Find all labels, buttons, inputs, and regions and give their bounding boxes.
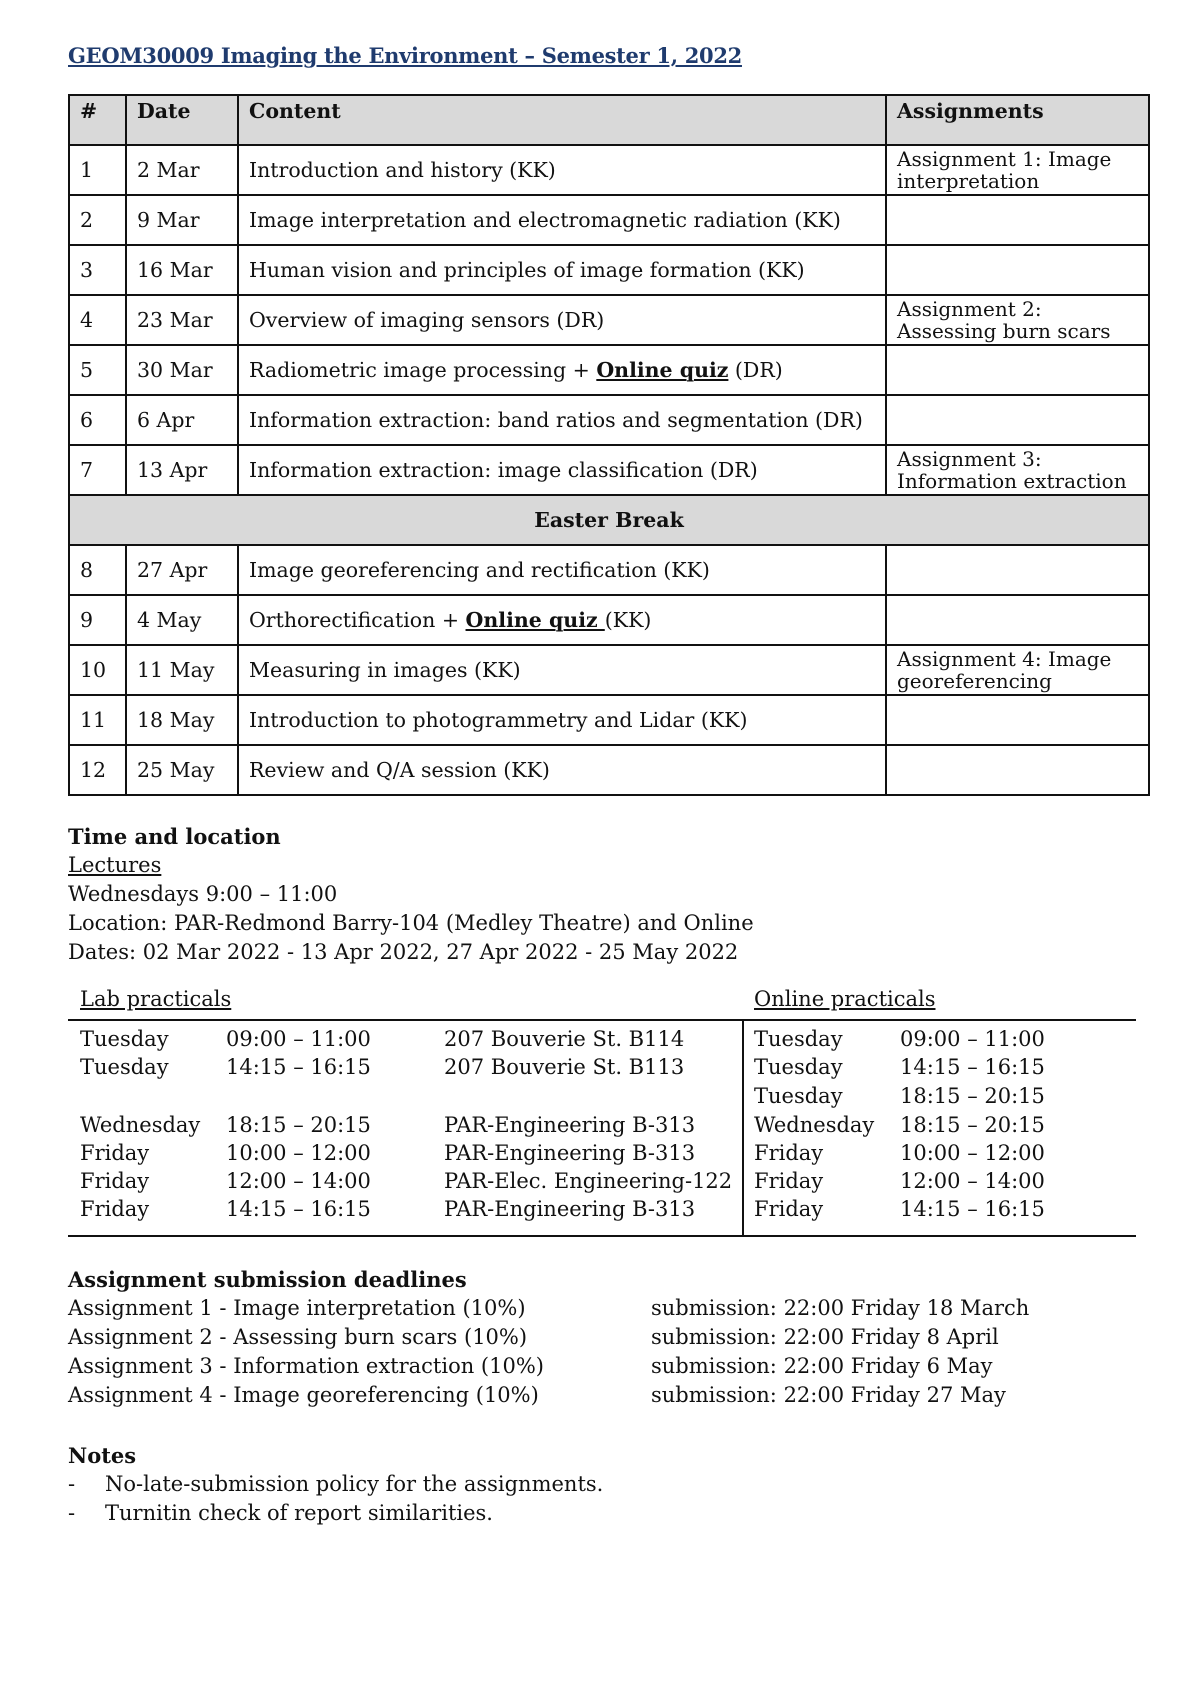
deadline-due: submission: 22:00 Friday 27 May [651, 1383, 1006, 1407]
lab-time: 14:15 – 16:15 [226, 1055, 371, 1079]
header-date: Date [126, 95, 238, 145]
row-content: Image georeferencing and rectification (KK) [238, 545, 886, 595]
online-time: 10:00 – 12:00 [900, 1141, 1045, 1165]
online-day: Friday [754, 1169, 824, 1193]
schedule-header-row [69, 95, 1149, 145]
deadline-row [68, 1352, 1148, 1381]
lab-time: 09:00 – 11:00 [226, 1027, 371, 1051]
note-text: Turnitin check of report similarities. [105, 1501, 493, 1525]
row-content: Measuring in images (KK) [238, 645, 886, 695]
row-date: 23 Mar [126, 295, 238, 345]
lab-time: 10:00 – 12:00 [226, 1141, 371, 1165]
row-content: Image interpretation and electromagnetic radiation (KK) [238, 195, 886, 245]
online-day: Friday [754, 1141, 824, 1165]
notes-heading: Notes [68, 1443, 137, 1468]
note-text: No-late-submission policy for the assignments. [105, 1472, 604, 1496]
row-assignment [886, 245, 1149, 295]
lab-day: Tuesday [80, 1055, 169, 1079]
lab-time: 14:15 – 16:15 [226, 1197, 371, 1221]
row-assignment [886, 195, 1149, 245]
document-page [68, 40, 1148, 1528]
row-assignment: Assignment 3: Information extraction [886, 445, 1149, 495]
lab-time: 12:00 – 14:00 [226, 1169, 371, 1193]
lab-day: Friday [80, 1141, 150, 1165]
header-num: # [69, 95, 126, 145]
content-text: Orthorectification + [249, 607, 466, 632]
table-row [69, 195, 1149, 245]
content-text: (KK) [604, 607, 652, 632]
lecture-location: Location: PAR-Redmond Barry-104 (Medley Theatre) and Online [68, 911, 754, 935]
online-quiz-label: Online quiz [465, 607, 605, 632]
row-date: 18 May [126, 695, 238, 745]
row-num: 12 [69, 745, 126, 795]
row-assignment [886, 545, 1149, 595]
deadlines-section [68, 1265, 1148, 1415]
lab-day: Friday [80, 1197, 150, 1221]
row-date: 6 Apr [126, 395, 238, 445]
note-item [68, 1470, 1148, 1499]
lab-room: 207 Bouverie St. B114 [444, 1027, 685, 1051]
schedule-table [68, 94, 1150, 796]
row-content: Information extraction: image classification (DR) [238, 445, 886, 495]
row-date: 4 May [126, 595, 238, 645]
note-item [68, 1499, 1148, 1528]
row-num: 11 [69, 695, 126, 745]
row-content: Review and Q/A session (KK) [238, 745, 886, 795]
row-num: 8 [69, 545, 126, 595]
content-text: (DR) [728, 357, 783, 382]
notes-section [68, 1441, 1148, 1528]
bullet-dash: - [68, 1501, 76, 1525]
lab-time: 18:15 – 20:15 [226, 1113, 371, 1137]
row-date: 16 Mar [126, 245, 238, 295]
row-date: 30 Mar [126, 345, 238, 395]
row-assignment: Assignment 4: Image georeferencing [886, 645, 1149, 695]
row-date: 25 May [126, 745, 238, 795]
bullet-dash: - [68, 1472, 76, 1496]
deadline-due: submission: 22:00 Friday 8 April [651, 1325, 999, 1349]
header-content: Content [238, 95, 886, 145]
row-date: 9 Mar [126, 195, 238, 245]
online-day: Tuesday [754, 1055, 843, 1079]
online-day: Tuesday [754, 1084, 843, 1108]
lab-room: PAR-Engineering B-313 [444, 1113, 696, 1137]
deadline-name: Assignment 2 - Assessing burn scars (10%) [68, 1325, 528, 1349]
table-row [69, 395, 1149, 445]
row-date: 2 Mar [126, 145, 238, 195]
row-num: 5 [69, 345, 126, 395]
row-date: 13 Apr [126, 445, 238, 495]
content-text: Radiometric image processing + [249, 357, 597, 382]
row-content [238, 595, 886, 645]
row-content [238, 345, 886, 395]
lab-day: Wednesday [80, 1113, 201, 1137]
row-num: 7 [69, 445, 126, 495]
lab-day: Friday [80, 1169, 150, 1193]
divider [68, 1019, 1136, 1021]
lectures-label: Lectures [68, 853, 162, 877]
row-assignment [886, 695, 1149, 745]
lab-room: PAR-Engineering B-313 [444, 1197, 696, 1221]
row-num: 2 [69, 195, 126, 245]
break-row [69, 495, 1149, 545]
row-assignment [886, 745, 1149, 795]
table-row [69, 595, 1149, 645]
row-content: Overview of imaging sensors (DR) [238, 295, 886, 345]
row-date: 27 Apr [126, 545, 238, 595]
deadline-name: Assignment 4 - Image georeferencing (10%) [68, 1383, 539, 1407]
deadline-row [68, 1294, 1148, 1323]
row-assignment [886, 395, 1149, 445]
deadlines-heading: Assignment submission deadlines [68, 1267, 467, 1292]
online-day: Friday [754, 1197, 824, 1221]
table-row [69, 745, 1149, 795]
lab-room: PAR-Engineering B-313 [444, 1141, 696, 1165]
time-location-section [68, 822, 1148, 967]
row-content: Introduction and history (KK) [238, 145, 886, 195]
table-row [69, 295, 1149, 345]
row-num: 1 [69, 145, 126, 195]
row-assignment [886, 595, 1149, 645]
table-row [69, 345, 1149, 395]
row-date: 11 May [126, 645, 238, 695]
easter-break-label: Easter Break [69, 495, 1149, 545]
online-time: 14:15 – 16:15 [900, 1197, 1045, 1221]
table-row [69, 645, 1149, 695]
online-time: 18:15 – 20:15 [900, 1113, 1045, 1137]
deadline-name: Assignment 3 - Information extraction (10%) [68, 1354, 544, 1378]
row-num: 9 [69, 595, 126, 645]
table-row [69, 145, 1149, 195]
table-row [69, 445, 1149, 495]
lab-room: PAR-Elec. Engineering-122 [444, 1169, 733, 1193]
row-content: Human vision and principles of image formation (KK) [238, 245, 886, 295]
practicals-table [68, 985, 1136, 1237]
header-assignments: Assignments [886, 95, 1149, 145]
lab-practicals-heading: Lab practicals [80, 987, 232, 1011]
page-title: GEOM30009 Imaging the Environment – Semester 1, 2022 [68, 43, 742, 68]
lecture-dates: Dates: 02 Mar 2022 - 13 Apr 2022, 27 Apr 2022 - 25 May 2022 [68, 940, 739, 964]
row-num: 10 [69, 645, 126, 695]
online-day: Tuesday [754, 1027, 843, 1051]
online-quiz-label: Online quiz [596, 357, 729, 382]
row-assignment [886, 345, 1149, 395]
deadline-row [68, 1381, 1148, 1410]
online-day: Wednesday [754, 1113, 875, 1137]
lecture-time: Wednesdays 9:00 – 11:00 [68, 882, 338, 906]
deadline-due: submission: 22:00 Friday 18 March [651, 1296, 1030, 1320]
divider [742, 1020, 744, 1236]
online-time: 09:00 – 11:00 [900, 1027, 1045, 1051]
table-row [69, 695, 1149, 745]
row-num: 3 [69, 245, 126, 295]
time-location-heading: Time and location [68, 824, 281, 849]
deadline-row [68, 1323, 1148, 1352]
lab-day: Tuesday [80, 1027, 169, 1051]
deadline-due: submission: 22:00 Friday 6 May [651, 1354, 993, 1378]
row-assignment: Assignment 1: Image interpretation [886, 145, 1149, 195]
table-row [69, 245, 1149, 295]
row-content: Information extraction: band ratios and segmentation (DR) [238, 395, 886, 445]
row-num: 6 [69, 395, 126, 445]
deadline-name: Assignment 1 - Image interpretation (10%) [68, 1296, 526, 1320]
divider [68, 1235, 1136, 1237]
table-row [69, 545, 1149, 595]
row-content: Introduction to photogrammetry and Lidar (KK) [238, 695, 886, 745]
lab-room: 207 Bouverie St. B113 [444, 1055, 685, 1079]
row-assignment: Assignment 2: Assessing burn scars [886, 295, 1149, 345]
online-time: 18:15 – 20:15 [900, 1084, 1045, 1108]
row-num: 4 [69, 295, 126, 345]
online-time: 12:00 – 14:00 [900, 1169, 1045, 1193]
online-practicals-heading: Online practicals [754, 987, 936, 1011]
online-time: 14:15 – 16:15 [900, 1055, 1045, 1079]
